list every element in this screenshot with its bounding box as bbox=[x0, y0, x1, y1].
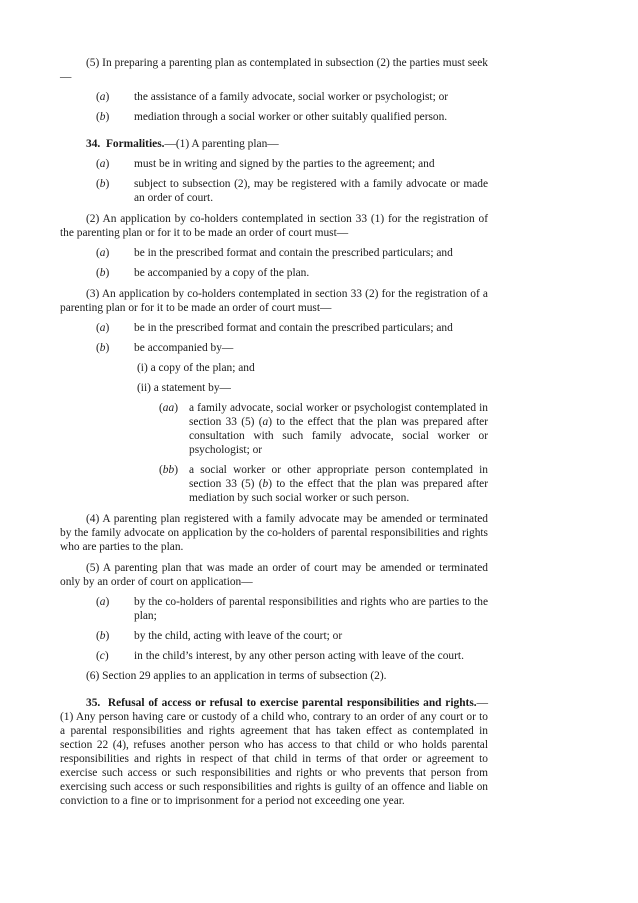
list-item bbox=[60, 341, 488, 355]
s34-4: (4) A parenting plan registered with a family advocate may be amended or terminated by the family advocate on application by the co-holders of parental responsibilities and rights who are parties to the plan. bbox=[60, 513, 488, 553]
item-label: (b) bbox=[96, 342, 110, 354]
list-item bbox=[60, 629, 488, 643]
section-number: 35. bbox=[86, 697, 101, 709]
s34-5-intro: (5) A parenting plan that was made an order of court may be amended or terminated only by an order of court on application— bbox=[60, 562, 488, 588]
item-label: (b) bbox=[96, 267, 110, 279]
section-body: —(1) Any person having care or custody of a child who, contrary to an order of any court or to a parental responsibilities and rights agreement that has taken effect as contemplated in section 22 (4), refuses another person who has access to that child or who holds parental responsibilities and rights in respect of that child in terms of that order or agreement to exercise such access or such responsibilities and rights or who prevents that person from exercising such access or such responsibilities and rights is guilty of an offence and liable on conviction to a fine or to imprisonment for a period not exceeding one year. bbox=[60, 697, 488, 807]
sub-item-i: (i) a copy of the plan; and bbox=[137, 362, 255, 374]
list-item bbox=[60, 595, 488, 623]
s33-5-intro: (5) In preparing a parenting plan as contemplated in subsection (2) the parties must seek— bbox=[60, 57, 488, 83]
s34-3-intro: (3) An application by co-holders contemplated in section 33 (2) for the registration of a parenting plan or for it to be made an order of court must— bbox=[60, 288, 488, 314]
item-text-italic: b bbox=[262, 478, 269, 490]
item-label: (aa) bbox=[159, 402, 178, 414]
item-text: be accompanied by— bbox=[134, 342, 234, 354]
item-label: (a) bbox=[96, 91, 110, 103]
list-item bbox=[60, 110, 488, 124]
s34-6: (6) Section 29 applies to an application in terms of subsection (2). bbox=[86, 670, 387, 682]
item-text-part: ) to the effect that the plan was prepared after consultation with such family advocate, social worker or psychologist; or bbox=[189, 416, 488, 456]
item-label: (a) bbox=[96, 247, 110, 259]
item-label: (b) bbox=[96, 178, 110, 190]
item-label: (a) bbox=[96, 322, 110, 334]
item-label: (bb) bbox=[159, 464, 178, 476]
item-text-italic: a bbox=[262, 416, 269, 428]
item-text-part: a family advocate, social worker or psychologist contemplated in section 33 (5) ( bbox=[189, 402, 488, 428]
section-number: 34. bbox=[86, 138, 101, 150]
item-text: mediation through a social worker or other suitably qualified person. bbox=[134, 111, 448, 123]
list-item bbox=[60, 401, 488, 457]
item-text-part: a social worker or other appropriate person contemplated in section 33 (5) ( bbox=[189, 464, 488, 490]
item-text bbox=[189, 463, 488, 505]
document-page bbox=[60, 56, 488, 808]
sub-item-ii: (ii) a statement by— bbox=[137, 382, 231, 394]
item-label: (a) bbox=[96, 158, 110, 170]
section-title: Formalities. bbox=[105, 138, 165, 150]
item-text: be in the prescribed format and contain the prescribed particulars; and bbox=[134, 247, 453, 259]
list-item bbox=[60, 157, 488, 171]
list-item bbox=[60, 246, 488, 260]
section-title: Refusal of access or refusal to exercise parental responsibilities and rights. bbox=[107, 697, 477, 709]
list-item bbox=[60, 463, 488, 505]
item-text: be in the prescribed format and contain the prescribed particulars; and bbox=[134, 322, 453, 334]
item-label: (c) bbox=[96, 650, 109, 662]
section-35-paragraph bbox=[60, 696, 488, 808]
item-text: the assistance of a family advocate, social worker or psychologist; or bbox=[134, 91, 449, 103]
list-item bbox=[60, 90, 488, 104]
list-item bbox=[60, 177, 488, 205]
s34-2-intro: (2) An application by co-holders contemplated in section 33 (1) for the registration of the parenting plan or for it to be made an order of court must— bbox=[60, 213, 488, 239]
section-34-heading bbox=[60, 137, 488, 151]
section-heading-rest: —(1) A parenting plan— bbox=[164, 138, 279, 150]
item-label: (b) bbox=[96, 111, 110, 123]
item-text: must be in writing and signed by the parties to the agreement; and bbox=[134, 158, 435, 170]
item-label: (b) bbox=[96, 630, 110, 642]
item-text: subject to subsection (2), may be registered with a family advocate or made an order of court. bbox=[134, 178, 488, 204]
item-label: (a) bbox=[96, 596, 110, 608]
item-text: be accompanied by a copy of the plan. bbox=[134, 267, 310, 279]
item-text bbox=[189, 401, 488, 457]
item-text: in the child’s interest, by any other person acting with leave of the court. bbox=[134, 650, 464, 662]
item-text: by the child, acting with leave of the court; or bbox=[134, 630, 343, 642]
list-item bbox=[60, 321, 488, 335]
list-item bbox=[60, 266, 488, 280]
list-item bbox=[60, 649, 488, 663]
item-text-part: ) to the effect that the plan was prepared after mediation by such social worker or such person. bbox=[189, 478, 488, 504]
item-text: by the co-holders of parental responsibilities and rights who are parties to the plan; bbox=[134, 596, 488, 622]
